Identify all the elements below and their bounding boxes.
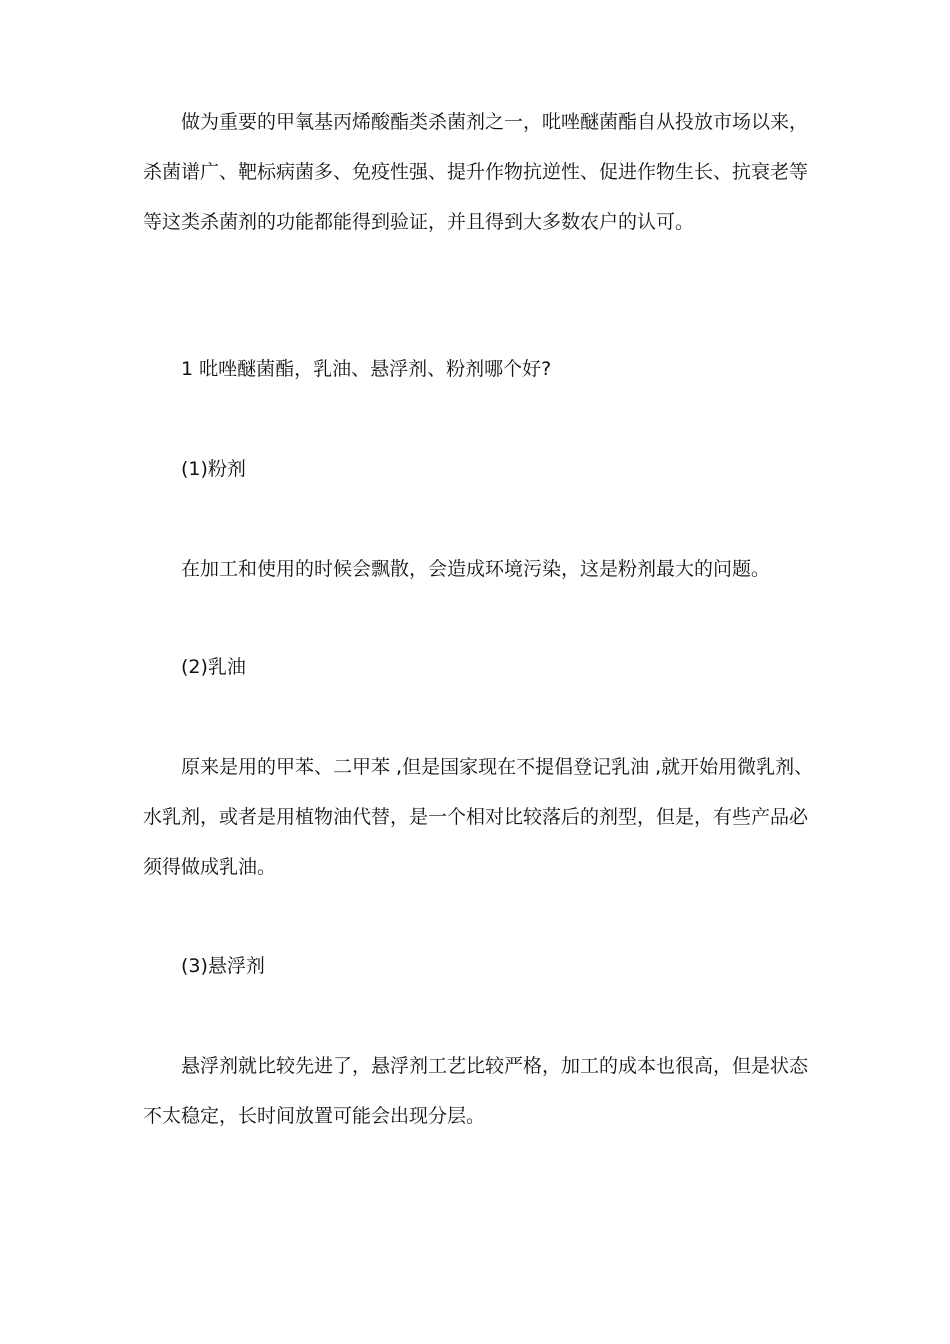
intro-paragraph: 做为重要的甲氧基丙烯酸酯类杀菌剂之一，吡唑醚菌酯自从投放市场以来，杀菌谱广、靶标病菌多、免疫性强、提升作物抗逆性、促进作物生长、抗衰老等等这类杀菌剂的功能都能得到验证，并且得到大多数农户的认可。: [143, 111, 809, 233]
section-body-emulsion: 原来是用的甲苯、二甲苯 ,但是国家现在不提倡登记乳油 ,就开始用微乳剂、水乳剂，或者是用植物油代替，是一个相对比较落后的剂型，但是，有些产品必须得做成乳油。: [143, 756, 814, 878]
section-body-powder: 在加工和使用的时候会飘散，会造成环境污染，这是粉剂最大的问题。: [181, 558, 771, 580]
section-heading-emulsion: (2)乳油: [181, 656, 246, 678]
section-heading-suspension: (3)悬浮剂: [181, 955, 265, 977]
question-heading: 1 吡唑醚菌酯，乳油、悬浮剂、粉剂哪个好?: [181, 358, 552, 380]
section-body-suspension: 悬浮剂就比较先进了，悬浮剂工艺比较严格，加工的成本也很高，但是状态不太稳定，长时间放置可能会出现分层。: [143, 1055, 809, 1127]
section-heading-powder: (1)粉剂: [181, 458, 246, 480]
